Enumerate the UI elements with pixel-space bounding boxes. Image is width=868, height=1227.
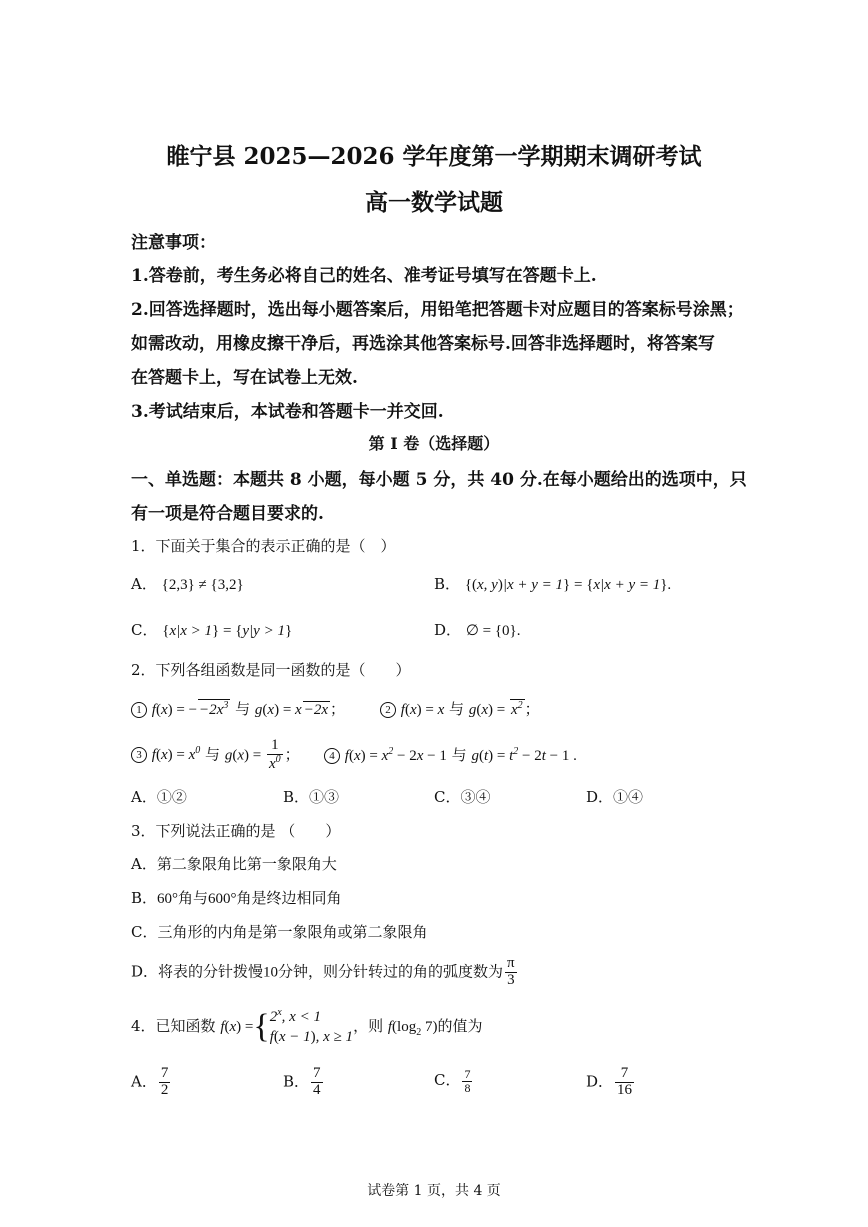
question-2-option-b: B．①③	[283, 788, 340, 806]
notice-item-1: 1.答卷前，考生务必将自己的姓名、准考证号填写在答题卡上.	[131, 266, 597, 286]
question-2-pair-2: 2 f(x) = x 与 $g(x) = x^2$ ；	[380, 698, 540, 719]
question-4-stem: 4．已知函数 f(x) ={ 2$^x$, x < 1 f(x − 1), x ≥ 1 ，则 $f(\log_2$ 7)的值为	[131, 1007, 483, 1046]
notice-item-2-line-2: 如需改动，用橡皮擦干净后，再选涂其他答案标号.回答非选择题时，将答案写	[131, 334, 715, 354]
option-a-label: A．	[131, 575, 157, 593]
question-3-option-d: D．将表的分针拨慢10分钟，则分针转过的角的弧度数为 $\frac{\pi}{3}$	[131, 955, 515, 988]
circled-number-2: 2	[380, 702, 396, 718]
section-heading-line-2: 有一项是符合题目要求的.	[131, 504, 324, 524]
question-2-pair-1: 1 f(x) = − $-2x^3$ 与 g(x) = x −2x ；	[131, 698, 345, 719]
option-c-formula: {x|x > 1} = {y|y > 1}	[162, 623, 293, 639]
question-4-option-b: B． $\frac{7}{4}$	[283, 1065, 321, 1098]
circled-number-3: 3	[131, 747, 147, 763]
question-3-stem: 3．下列说法正确的是 （ ）	[131, 822, 341, 840]
question-4-option-a: A． $\frac{7}{2}$	[131, 1065, 169, 1098]
question-1-option-a	[131, 573, 244, 594]
question-3-option-b: B．60°角与600°角是终边相同角	[131, 889, 342, 907]
option-b-label: B．	[434, 575, 461, 593]
question-2-option-a: A．①②	[131, 788, 187, 806]
question-2-option-d: D．①④	[586, 788, 644, 806]
question-2-option-c: C．③④	[434, 788, 491, 806]
circled-number-4: 4	[324, 748, 340, 764]
notice-item-3: 3.考试结束后，本试卷和答题卡一并交回.	[131, 402, 444, 422]
notice-item-2-line-3: 在答题卡上，写在试卷上无效.	[131, 368, 358, 388]
question-1-stem: 1．下面关于集合的表示正确的是（ ）	[131, 537, 396, 555]
part-label: 第 I 卷（选择题）	[368, 434, 500, 453]
exam-subtitle: 高一数学试题	[365, 189, 503, 216]
option-c-label: C．	[131, 621, 158, 639]
question-3-option-a: A．第二象限角比第一象限角大	[131, 855, 337, 873]
question-3-option-c: C．三角形的内角是第一象限角或第二象限角	[131, 923, 428, 941]
option-b-formula: {(x, y)|x + y = 1} = {x|x + y = 1}.	[464, 577, 672, 593]
option-a-formula: {2,3} ≠ {3,2}	[161, 577, 244, 593]
question-4-option-c: C． $\frac{7}{8}$	[434, 1067, 471, 1095]
question-2-stem: 2．下列各组函数是同一函数的是（ ）	[131, 661, 411, 679]
option-d-formula: ∅ = {0}.	[465, 623, 521, 639]
question-2-pair-4: 4 $f(x) = x^2 - 2x - 1$ 与 $g(t) = t^2 - 2t - 1$ .	[324, 744, 577, 765]
notice-item-2-line-1: 2.回答选择题时，选出每小题答案后，用铅笔把答题卡对应题目的答案标号涂黑；	[131, 300, 744, 320]
question-2-pair-3: 3 $f(x) = x^0$ 与 g(x) = $\frac{1}{x^0}$ ；	[131, 738, 300, 773]
question-1-option-d	[434, 619, 521, 640]
option-d-label: D．	[434, 621, 462, 639]
section-heading-line-1: 一、单选题：本题共 8 小题，每小题 5 分，共 40 分.在每小题给出的选项中，只	[131, 470, 747, 490]
question-4-option-d: D． $\frac{7}{16}$	[586, 1065, 633, 1098]
circled-number-1: 1	[131, 702, 147, 718]
notice-heading: 注意事项：	[131, 233, 216, 253]
question-1-option-b	[434, 573, 671, 594]
page-footer: 试卷第 1 页，共 4 页	[367, 1183, 501, 1199]
exam-title: 睢宁县 2025—2026 学年度第一学期期末调研考试	[166, 143, 702, 170]
question-1-option-c	[131, 619, 292, 640]
